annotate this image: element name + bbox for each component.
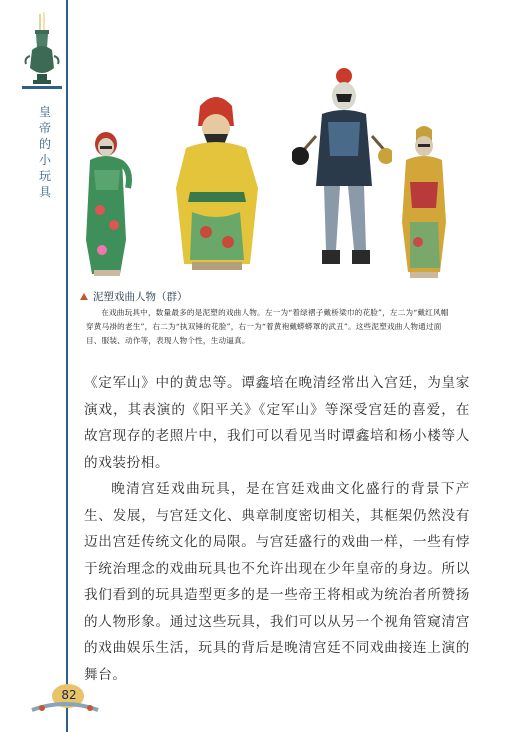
caption-title-text: 泥塑戏曲人物（群）	[93, 291, 188, 303]
twin-hammer-figure	[292, 66, 392, 270]
green-robe-figure	[80, 130, 136, 280]
bronze-vessel-icon	[20, 12, 64, 96]
page-number: 82	[61, 688, 77, 702]
margin-rule	[66, 0, 68, 732]
paragraph-2: 晚清宫廷戏曲玩具，是在宫廷戏曲文化盛行的背景下产生、发展，与宫廷文化、典章制度密切相关，其框架仍然没有迈出宫廷传统文化的局限。与宫廷盛行的戏曲一样，一些有悖于统治理念的戏曲玩具也不允许出现在少年皇帝的身边。所以我们看到的玩具造型更多的是一些帝王将相或为统治者所赞扬的人物形象。通过这些玩具，我们可以从另一个视角管窥清宫的戏曲娱乐生活，玩具的背后是晚清宫廷不同戏曲接连上演的舞台。	[84, 481, 470, 683]
triangle-marker-icon	[80, 293, 88, 300]
figure-caption-body: 在戏曲玩具中，数量最多的是泥塑的戏曲人物。左一为“着绿褶子戴桥梁巾的花脸”，左二为“戴红风帽穿黄马褂的老生”，右二为“执双锤的花脸”，右一为“着黄袍戴蟒蟒罩的武丑”。这些泥塑戏曲人物通过面目、服装、动作等，表现人物个性，生动逼真。	[86, 308, 449, 345]
chapter-title-vertical: 皇帝的小玩具	[38, 105, 51, 199]
main-body-text	[84, 370, 470, 688]
page-number-badge	[30, 680, 100, 716]
opera-figures-photo	[78, 62, 458, 284]
paragraph-1: 《定军山》中的黄忠等。谭鑫培在晚清经常出入宫廷，为皇家演戏，其表演的《阳平关》《定军山》等深受宫廷的喜爱，在故宫现存的老照片中，我们可以看见当时谭鑫培和杨小楼等人的戏装扮相。	[84, 375, 470, 471]
yellow-robe-figure	[166, 92, 266, 272]
yellow-robe-clown-figure	[396, 122, 454, 282]
figure-caption-title	[80, 289, 440, 304]
